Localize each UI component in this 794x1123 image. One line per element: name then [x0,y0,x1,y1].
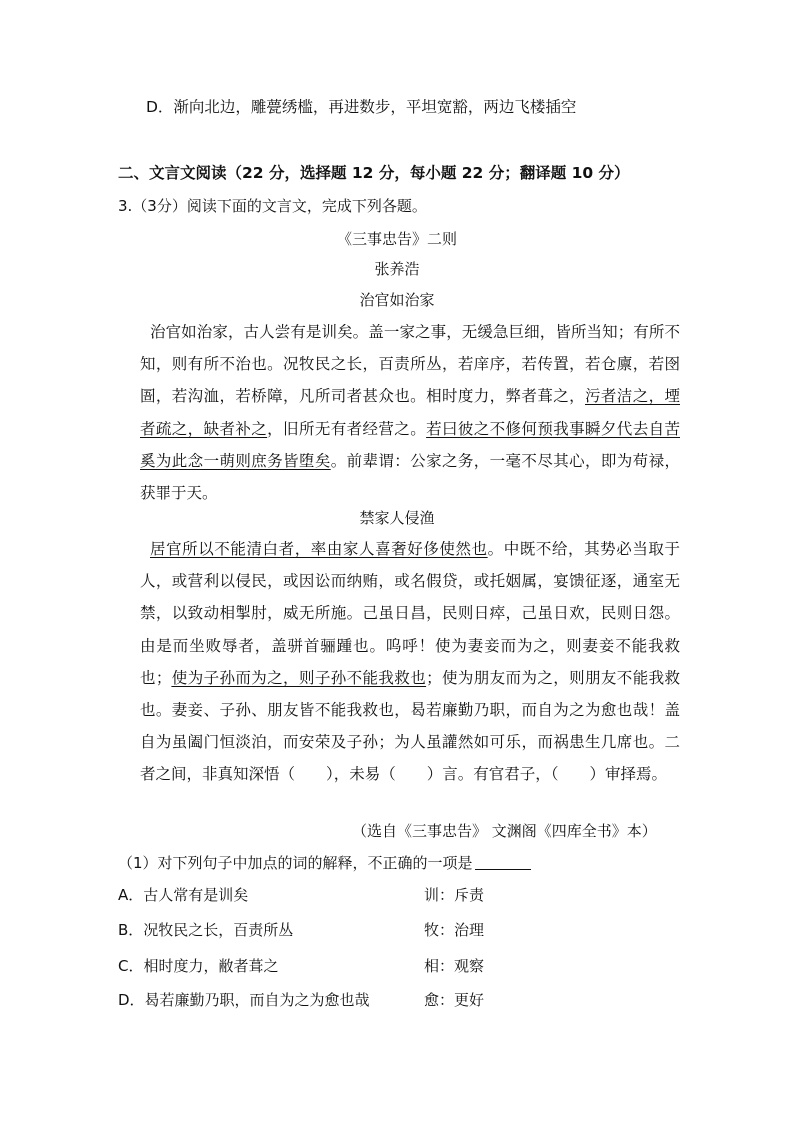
subtitle-1: 治官如治家 [359,291,435,309]
passage-1 [140,316,680,509]
answer-blank[interactable] [475,854,531,870]
option-b: B．况牧民之长，百责所丛 [118,921,294,939]
passage-2-text-a: 。中既不给，其势必当取于人，或营利以侵民，或因讼而纳贿，或名假贷，或托姻属，宴馈征逐，通室无禁，以致动相掣肘，威无所施。己虽日昌，民则日瘁，己虽日欢，民则日怨。由是而坐败辱者，盖骈首骊踵也。呜呼！使为妻妾而为之，则妻妾不能我救也； [140,540,680,687]
option-a: A．古人常有是训矣 [118,886,249,904]
question-1-text: （1）对下列句子中加点的词的解释，不正确的一项是 [118,854,473,872]
question-1 [118,853,531,873]
option-d-gloss: 愈：更好 [424,991,485,1009]
option-d: D．曷若廉勤乃职，而自为之为愈也哉 [118,991,370,1009]
option-a-gloss: 训：斥责 [424,886,485,904]
option-b-gloss: 牧：治理 [424,921,485,939]
passage-2 [140,533,680,791]
section-heading: 二、文言文阅读（22 分，选择题 12 分，每小题 22 分；翻译题 10 分） [118,164,630,182]
passage-2-underline-2: 使为子孙而为之，则子孙不能我救也 [171,668,427,687]
option-d-previous: D．渐向北边，雕甍绣槛，再进数步，平坦宽豁，两边飞楼插空 [146,98,577,116]
passage-1-underline-1: 污者洁之，堙者疏之，缺者补之 [140,387,680,438]
text-title: 《三事忠告》二则 [336,230,457,248]
option-c-gloss: 相：观察 [424,957,485,975]
question-intro: 3.（3分）阅读下面的文言文，完成下列各题。 [118,197,427,215]
passage-1-text-c: 。前辈谓：公家之务，一毫不尽其心，即为苟禄，获罪于天。 [140,451,680,503]
passage-1-text-a: 治官如治家，古人尝有是训矣。盖一家之事，无缓急巨细，皆所当知；有所不知，则有所不治也。况牧民之长，百责所丛，若庠序，若传置，若仓廪，若囹圄，若沟洫，若桥障，凡所司者甚众也。相时度力，弊者葺之， [140,323,680,406]
passage-2-underline-1: 居官所以不能清白者，率由家人喜奢好侈使然也 [150,540,488,558]
author: 张养浩 [374,260,420,278]
passage-2-text-b: ；使为朋友而为之，则朋友不能我救也。妻妾、子孙、朋友皆不能我救也，曷若廉勤乃职，而自为之为愈也哉！盖自为虽阖门恒淡泊，而安荣及子孙；为人虽讙然如可乐，而祸患生几席也。二者之间，非真知深悟（ ），未易（ ）言。有官君子，（ ）审择焉。 [140,668,680,784]
passage-1-text-b: ，旧所无有者经营之。 [267,419,427,438]
passage-1-underline-2: 若曰彼之不修何预我事瞬夕代去自苦奚为此念一萌则庶务皆堕矣 [140,419,680,470]
subtitle-2: 禁家人侵渔 [359,509,435,527]
option-c: C．相时度力，敝者葺之 [118,957,279,975]
source-note: （选自《三事忠告》 文渊阁《四库全书》本） [352,822,657,840]
